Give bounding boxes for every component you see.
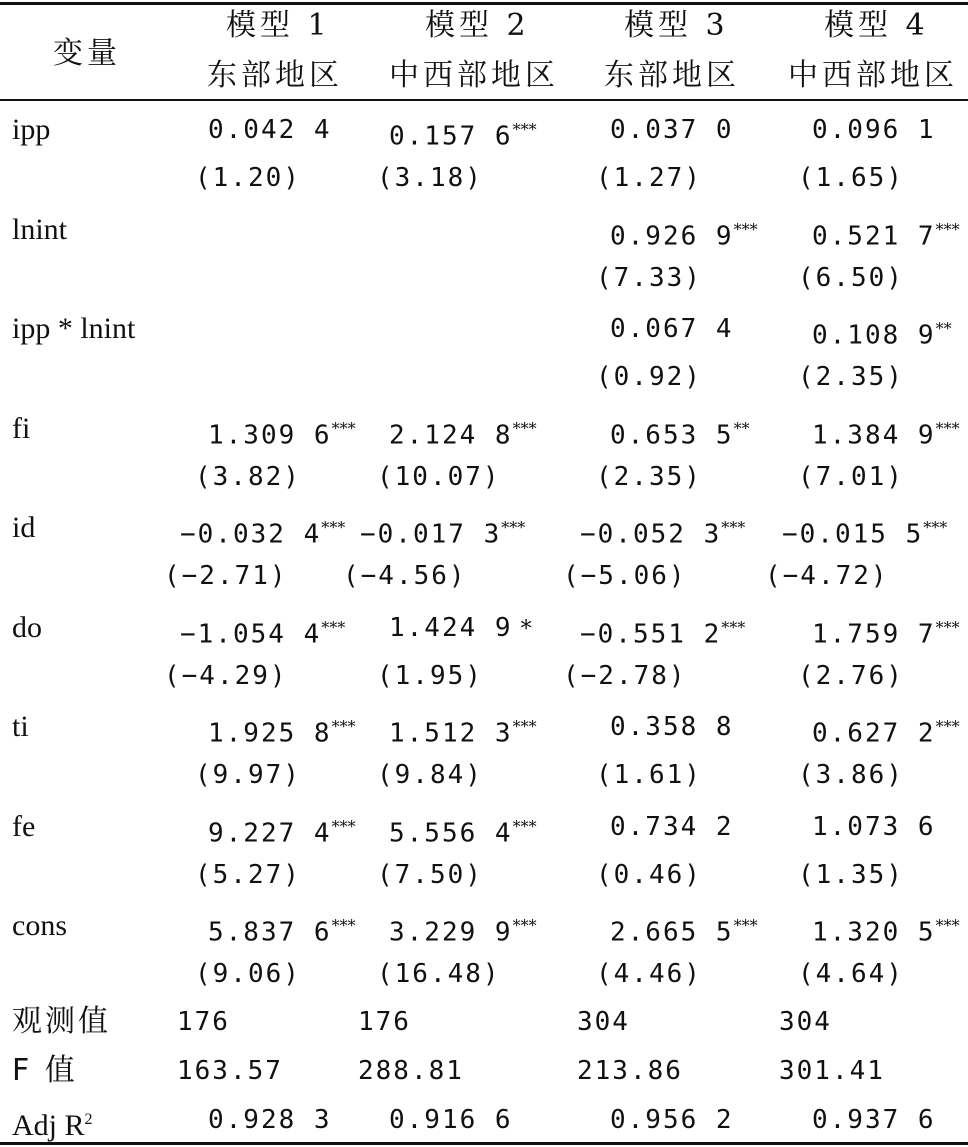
significance-stars: *** xyxy=(935,717,960,736)
significance-stars: *** xyxy=(331,419,356,438)
footer-value: 301.41 xyxy=(779,1056,885,1086)
significance-stars: *** xyxy=(512,916,537,935)
coefficient-cell: 3.229 9*** xyxy=(389,916,537,948)
header-region-2: 中西部地区 xyxy=(389,58,559,93)
variable-label: ipp xyxy=(12,113,51,146)
coefficient-cell: −1.054 4*** xyxy=(180,618,346,650)
significance-stars: *** xyxy=(512,419,537,438)
coefficient-cell: 2.665 5*** xyxy=(610,916,758,948)
variable-label: fe xyxy=(12,810,36,843)
significance-stars: *** xyxy=(935,220,960,239)
footer-value: 304 xyxy=(779,1007,832,1037)
header-rule xyxy=(0,99,968,101)
coefficient-cell: 1.759 7*** xyxy=(812,618,960,650)
footer-value: 288.81 xyxy=(358,1056,464,1086)
significance-stars: *** xyxy=(935,419,960,438)
t-statistic-cell: (5.27) xyxy=(195,860,301,890)
variable-label: ipp * lnint xyxy=(12,312,136,345)
coefficient-cell: 9.227 4*** xyxy=(208,817,356,849)
t-statistic-cell: (3.82) xyxy=(195,462,301,492)
significance-stars: ** xyxy=(733,419,750,438)
t-statistic-cell: (0.92) xyxy=(596,362,702,392)
footer-value: 0.928 3 xyxy=(208,1105,332,1135)
t-statistic-cell: (6.50) xyxy=(798,263,904,293)
coefficient-cell: 0.157 6*** xyxy=(389,120,537,152)
t-statistic-cell: (2.76) xyxy=(798,661,904,691)
t-statistic-cell: (−2.78) xyxy=(563,661,687,691)
t-statistic-cell: (1.20) xyxy=(195,163,301,193)
variable-label: ti xyxy=(12,710,29,743)
bottom-rule xyxy=(0,1142,968,1145)
coefficient-cell: 0.627 2*** xyxy=(812,717,960,749)
coefficient-cell: 2.124 8*** xyxy=(389,419,537,451)
significance-stars: *** xyxy=(331,817,356,836)
t-statistic-cell: (4.46) xyxy=(596,959,702,989)
coefficient-cell: 5.556 4*** xyxy=(389,817,537,849)
header-region-3: 东部地区 xyxy=(604,58,740,93)
header-model-2: 模型 2 xyxy=(425,8,530,43)
footer-value: 0.937 6 xyxy=(812,1105,936,1135)
significance-stars: *** xyxy=(923,518,948,537)
coefficient-cell: 5.837 6*** xyxy=(208,916,356,948)
significance-stars: * xyxy=(520,617,532,642)
coefficient-cell: 0.067 4 xyxy=(610,314,734,344)
significance-stars: *** xyxy=(512,120,537,139)
footer-value: 163.57 xyxy=(177,1056,283,1086)
coefficient-cell: 0.926 9*** xyxy=(610,220,758,252)
header-model-1: 模型 1 xyxy=(226,8,331,43)
t-statistic-cell: (1.65) xyxy=(798,163,904,193)
t-statistic-cell: (7.50) xyxy=(377,860,483,890)
t-statistic-cell: (−4.56) xyxy=(343,561,467,591)
significance-stars: *** xyxy=(935,618,960,637)
t-statistic-cell: (3.86) xyxy=(798,760,904,790)
t-statistic-cell: (1.27) xyxy=(596,163,702,193)
coefficient-cell: 0.042 4 xyxy=(208,115,332,145)
significance-stars: *** xyxy=(935,916,960,935)
footer-value: 0.956 2 xyxy=(610,1105,734,1135)
header-region-4: 中西部地区 xyxy=(788,58,958,93)
coefficient-cell: −0.551 2*** xyxy=(580,618,746,650)
coefficient-cell: 0.521 7*** xyxy=(812,220,960,252)
top-rule xyxy=(0,2,968,5)
t-statistic-cell: (0.46) xyxy=(596,860,702,890)
coefficient-cell: 0.358 8 xyxy=(610,712,734,742)
variable-label: lnint xyxy=(12,213,68,246)
footer-value: 176 xyxy=(177,1007,230,1037)
coefficient-cell: 1.309 6*** xyxy=(208,419,356,451)
significance-stars: *** xyxy=(321,618,346,637)
significance-stars: *** xyxy=(721,618,746,637)
footer-value: 176 xyxy=(358,1007,411,1037)
coefficient-cell: −0.017 3*** xyxy=(360,518,526,550)
coefficient-cell: 0.096 1 xyxy=(812,115,936,145)
t-statistic-cell: (1.61) xyxy=(596,760,702,790)
t-statistic-cell: (1.35) xyxy=(798,860,904,890)
t-statistic-cell: (16.48) xyxy=(377,959,501,989)
coefficient-cell: 0.108 9** xyxy=(812,319,952,351)
t-statistic-cell: (7.01) xyxy=(798,462,904,492)
t-statistic-cell: (9.97) xyxy=(195,760,301,790)
coefficient-cell: −0.052 3*** xyxy=(580,518,746,550)
t-statistic-cell: (3.18) xyxy=(377,163,483,193)
significance-stars: *** xyxy=(733,916,758,935)
footer-value: 0.916 6 xyxy=(389,1105,513,1135)
coefficient-cell: 1.073 6 xyxy=(812,812,936,842)
coefficient-cell: −0.032 4*** xyxy=(180,518,346,550)
significance-stars: ** xyxy=(935,319,952,338)
footer-label: F 值 xyxy=(12,1053,78,1088)
footer-label: Adj $R^2$ xyxy=(12,1109,93,1142)
significance-stars: *** xyxy=(321,518,346,537)
footer-value: 304 xyxy=(577,1007,630,1037)
coefficient-cell: 1.512 3*** xyxy=(389,717,537,749)
significance-stars: *** xyxy=(331,916,356,935)
coefficient-cell: 0.653 5** xyxy=(610,419,750,451)
variable-label: do xyxy=(12,611,42,644)
header-variable-label: 变量 xyxy=(53,36,121,71)
header-model-3: 模型 3 xyxy=(624,8,729,43)
coefficient-cell: 1.925 8*** xyxy=(208,717,356,749)
coefficient-cell: −0.015 5*** xyxy=(782,518,948,550)
t-statistic-cell: (−5.06) xyxy=(563,561,687,591)
t-statistic-cell: (−2.71) xyxy=(164,561,288,591)
t-statistic-cell: (9.84) xyxy=(377,760,483,790)
significance-stars: *** xyxy=(733,220,758,239)
coefficient-cell: 1.384 9*** xyxy=(812,419,960,451)
t-statistic-cell: (4.64) xyxy=(798,959,904,989)
coefficient-cell: 0.037 0 xyxy=(610,115,734,145)
variable-label: cons xyxy=(12,909,67,942)
variable-label: fi xyxy=(12,412,31,445)
header-region-1: 东部地区 xyxy=(207,58,343,93)
significance-stars: *** xyxy=(512,817,537,836)
significance-stars: *** xyxy=(512,717,537,736)
footer-label: 观测值 xyxy=(12,1004,111,1039)
t-statistic-cell: (9.06) xyxy=(195,959,301,989)
coefficient-cell: 1.424 9 * xyxy=(389,613,532,643)
footer-value: 213.86 xyxy=(577,1056,683,1086)
t-statistic-cell: (−4.29) xyxy=(164,661,288,691)
t-statistic-cell: (−4.72) xyxy=(765,561,889,591)
significance-stars: *** xyxy=(721,518,746,537)
coefficient-cell: 1.320 5*** xyxy=(812,916,960,948)
significance-stars: *** xyxy=(331,717,356,736)
t-statistic-cell: (1.95) xyxy=(377,661,483,691)
header-model-4: 模型 4 xyxy=(824,8,929,43)
coefficient-cell: 0.734 2 xyxy=(610,812,734,842)
significance-stars: *** xyxy=(501,518,526,537)
t-statistic-cell: (2.35) xyxy=(798,362,904,392)
variable-label: id xyxy=(12,511,36,544)
t-statistic-cell: (10.07) xyxy=(377,462,501,492)
t-statistic-cell: (7.33) xyxy=(596,263,702,293)
t-statistic-cell: (2.35) xyxy=(596,462,702,492)
